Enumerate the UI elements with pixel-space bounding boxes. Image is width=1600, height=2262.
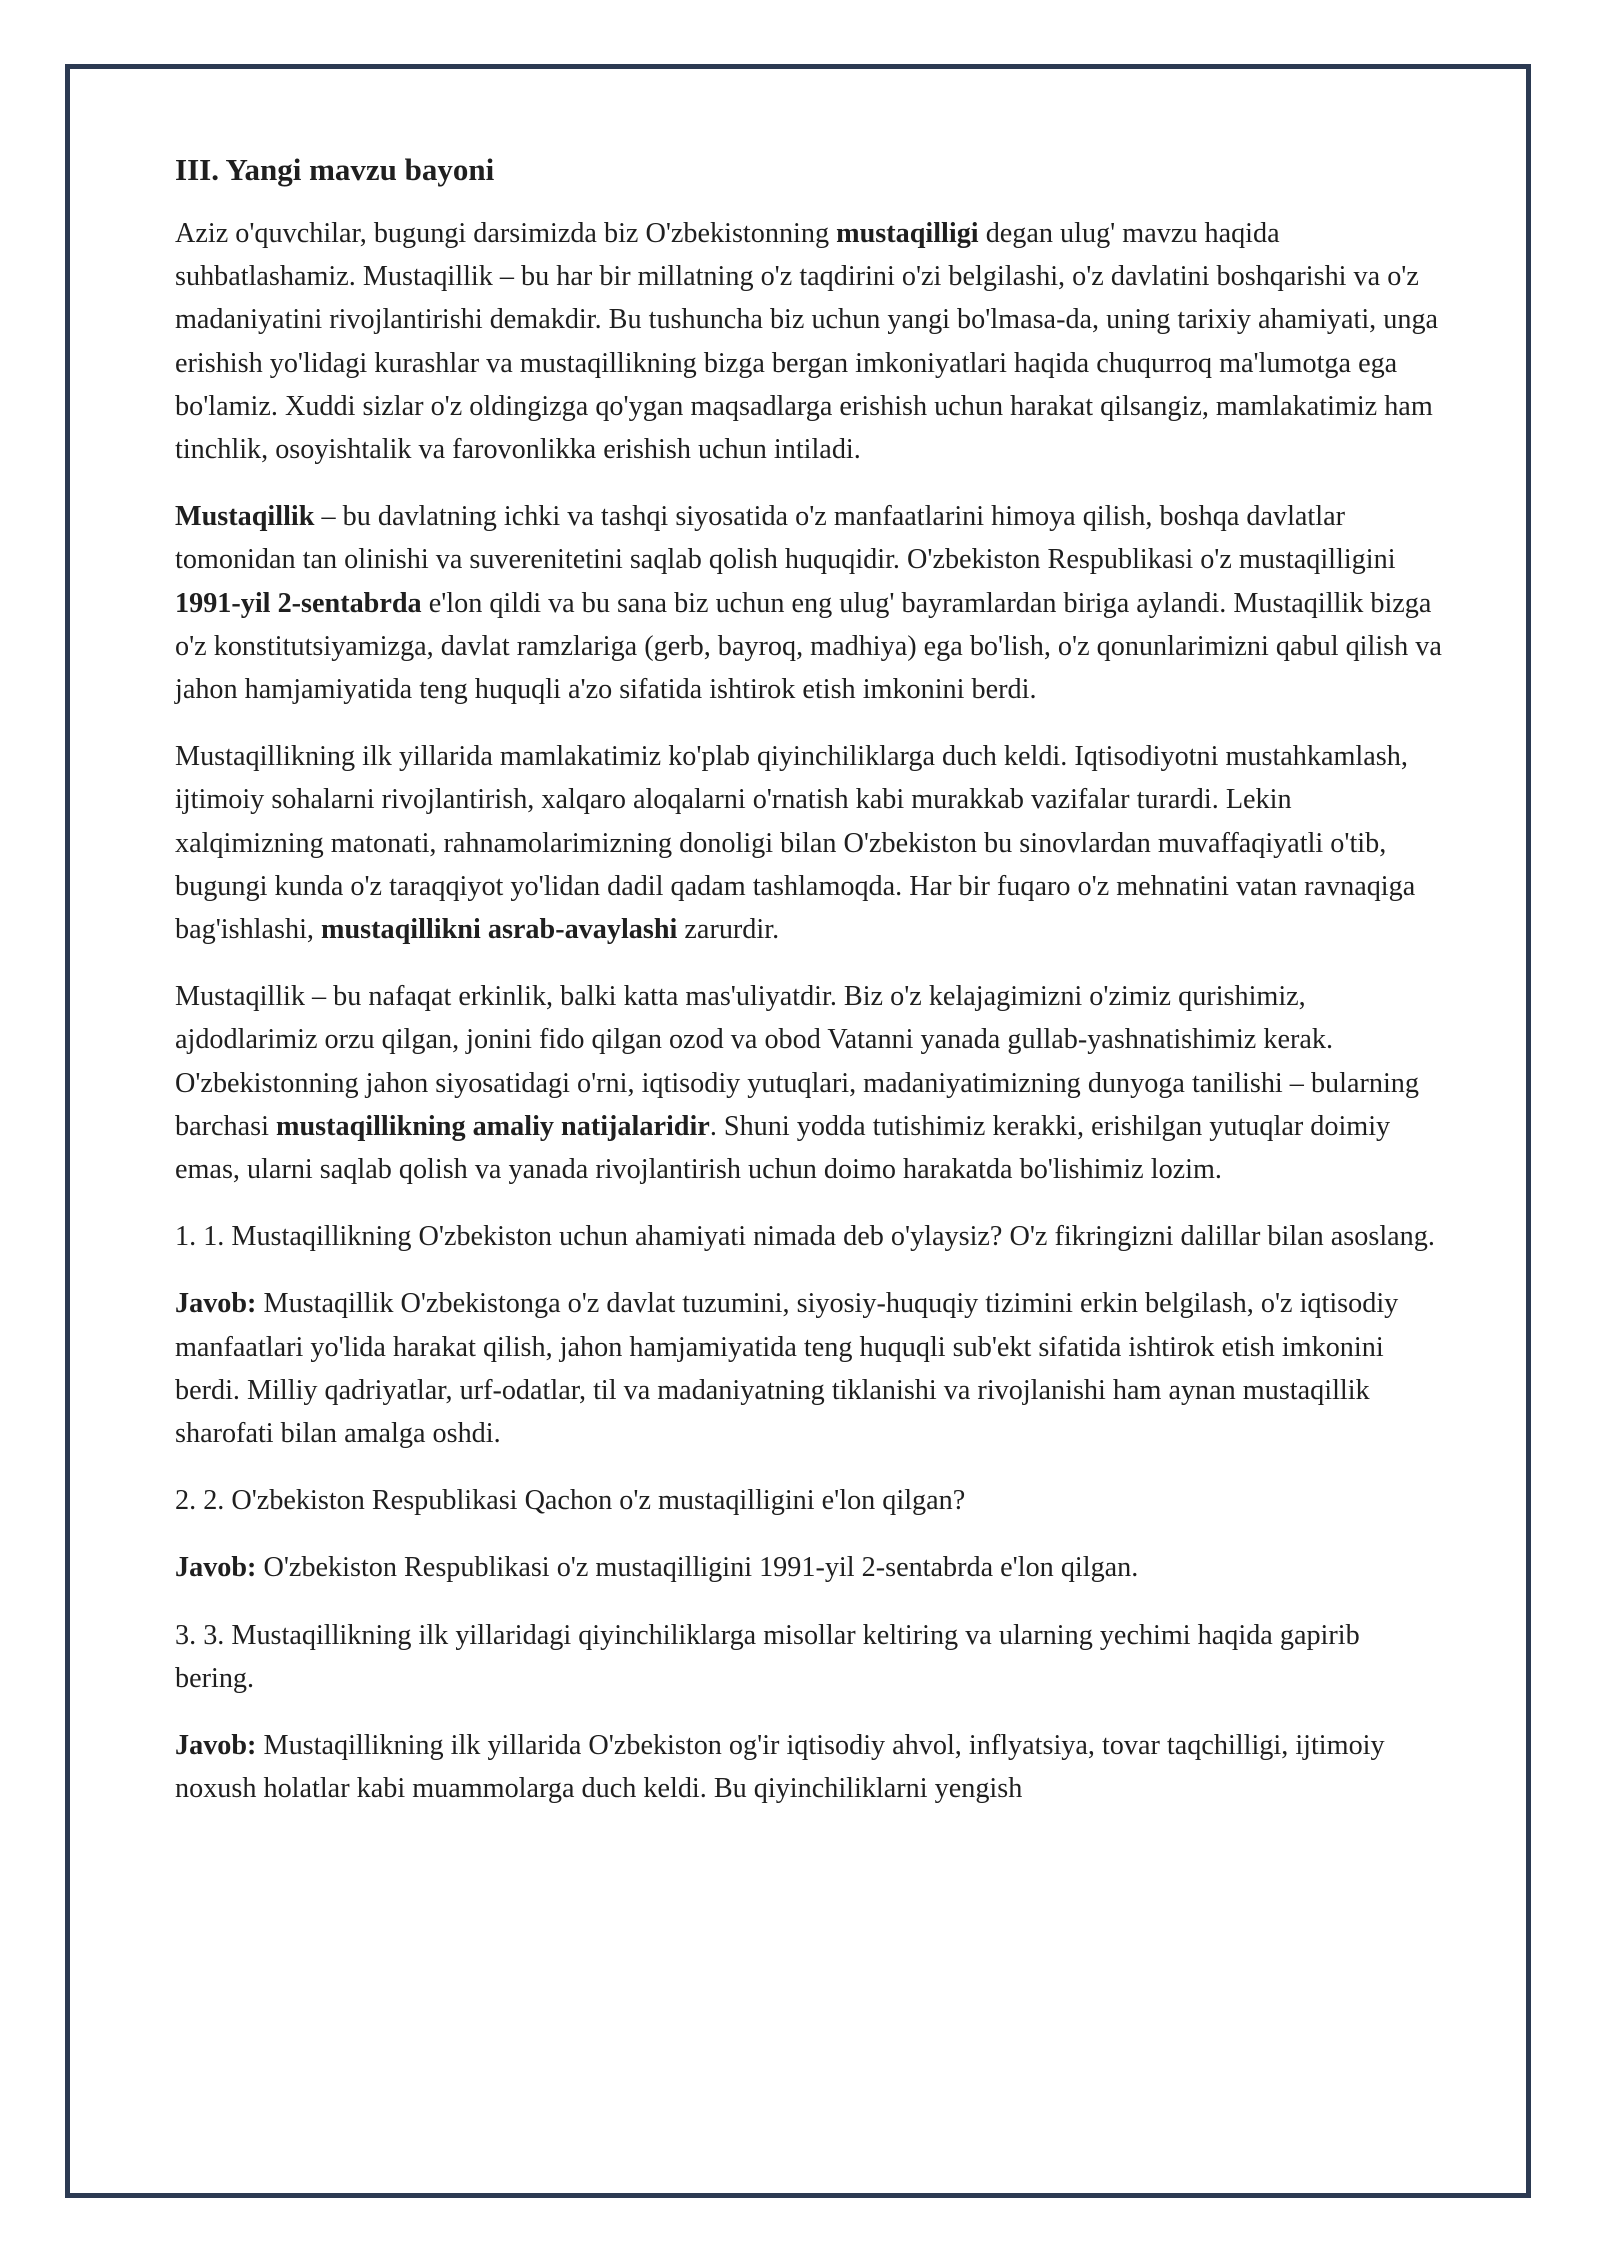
bold-text: Javob: (175, 1730, 257, 1762)
paragraph (175, 735, 1445, 951)
text-run: – bu davlatning ichki va tashqi siyosatida o'z manfaatlarini himoya qilish, boshqa davlatlar tomonidan tan olinishi va suverenitetini saqlab qolish huquqidir. O'zbekiston Respublikasi o'z mustaqilligini (175, 501, 1396, 576)
text-run: 3. 3. Mustaqillikning ilk yillaridagi qiyinchiliklarga misollar keltiring va ularning yechimi haqida gapirib bering. (175, 1619, 1360, 1694)
paragraph (175, 212, 1445, 471)
paragraph-list (175, 212, 1445, 1811)
text-run: . Shuni yodda tutishimiz kerakki, erishilgan yutuqlar doimiy emas, ularni saqlab qolish va yanada rivojlantirish uchun doimo harakatda bo'lishimiz lozim. (175, 1110, 1391, 1186)
text-run: Aziz o'quvchilar, bugungi darsimizda biz O'zbekistonning (175, 218, 837, 249)
bold-text: mustaqillikning amaliy natijalaridir (275, 1110, 710, 1142)
text-run: Mustaqillikning ilk yillarida O'zbekiston og'ir iqtisodiy ahvol, inflyatsiya, tovar taqchilligi, ijtimoiy noxush holatlar kabi muammolarga duch keldi. Bu qiyinchiliklarni yengish (175, 1730, 1385, 1805)
paragraph (175, 1215, 1445, 1258)
paragraph (175, 1282, 1445, 1455)
paragraph (175, 495, 1445, 711)
text-run: Mustaqillik – bu nafaqat erkinlik, balki katta mas'uliyatdir. Biz o'z kelajagimizni o'zimiz qurishimiz, ajdodlarimiz orzu qilgan, jonini fido qilgan ozod va obod Vatanni yanada gullab-yashnatishimiz kerak. O'zbekistonning jahon siyosatidagi o'rni, iqtisodiy yutuqlari, madaniyatimizning dunyoga tanilishi – bularning barchasi (175, 981, 1419, 1142)
bold-text: 1991-yil 2-sentabrda (175, 587, 422, 619)
text-run: O'zbekiston Respublikasi o'z mustaqilligini 1991-yil 2-sentabrda e'lon qilgan. (256, 1552, 1139, 1584)
section-heading: III. Yangi mavzu bayoni (175, 152, 495, 187)
text-run: 1. 1. Mustaqillikning O'zbekiston uchun ahamiyati nimada deb o'ylaysiz? O'z fikringizni dalillar bilan asoslang. (175, 1221, 1435, 1253)
bold-text: Javob: (175, 1288, 257, 1320)
text-run: degan ulug' mavzu haqida suhbatlashamiz. Mustaqillik – bu har bir millatning o'z taqdirini o'zi belgilashi, o'z davlatini boshqarishi va o'z madaniyatini rivojlantirishi demakdir. Bu tushuncha biz uchun yangi bo'lmasa-da, uning tarixiy ahamiyati, unga erishish yo'lidagi kurashlar va mustaqillikning bizga bergan imkoniyatlari haqida chuqurroq ma'lumotga ega bo'lamiz. Xuddi sizlar o'z oldingizga qo'ygan maqsadlarga erishish uchun harakat qilsangiz, mamlakatimiz ham tinchlik, osoyishtalik va farovonlikka erishish uchun intiladi. (175, 218, 1439, 466)
paragraph (175, 1479, 1445, 1522)
text-run: 2. 2. O'zbekiston Respublikasi Qachon o'z mustaqilligini e'lon qilgan? (175, 1485, 966, 1517)
bold-text: Mustaqillik (175, 501, 315, 533)
text-run: Mustaqillikning ilk yillarida mamlakatimiz ko'plab qiyinchiliklarga duch keldi. Iqtisodiyotni mustahkamlash, ijtimoiy sohalarni rivojlantirish, xalqaro aloqalarni o'rnatish kabi murakkab vazifalar turardi. Lekin xalqimizning matonati, rahnamolarimizning donoligi bilan O'zbekiston bu sinovlardan muvaffaqiyatli o'tib, bugungi kunda o'z taraqqiyot yo'lidan dadil qadam tashlamoqda. Har bir fuqaro o'z mehnatini vatan ravnaqiga bag'ishlashi, (175, 741, 1416, 946)
text-run: e'lon qildi va bu sana biz uchun eng ulug' bayramlardan biriga aylandi. Mustaqillik bizga o'z konstitutsiyamizga, davlat ramzlariga (gerb, bayroq, madhiya) ega bo'lish, o'z qonunlarimizni qabul qilish va jahon hamjamiyatida teng huquqli a'zo sifatida ishtirok etish imkonini berdi. (175, 587, 1442, 706)
paragraph (175, 1614, 1445, 1700)
bold-text: Javob: (175, 1552, 257, 1584)
paragraph (175, 1724, 1445, 1810)
paragraph (175, 1546, 1445, 1589)
paragraph (175, 975, 1445, 1191)
text-run: Mustaqillik O'zbekistonga o'z davlat tuzumini, siyosiy-huquqiy tizimini erkin belgilash, o'z iqtisodiy manfaatlari yo'lida harakat qilish, jahon hamjamiyatida teng huquqli sub'ekt sifatida ishtirok etish imkonini berdi. Milliy qadriyatlar, urf-odatlar, til va madaniyatning tiklanishi va rivojlanishi ham aynan mustaqillik sharofati bilan amalga oshdi. (175, 1288, 1399, 1450)
document-body (175, 150, 1445, 1835)
text-run: zarurdir. (677, 914, 780, 946)
bold-text: mustaqilligi (836, 218, 979, 249)
bold-text: mustaqillikni asrab-avaylashi (321, 914, 678, 946)
